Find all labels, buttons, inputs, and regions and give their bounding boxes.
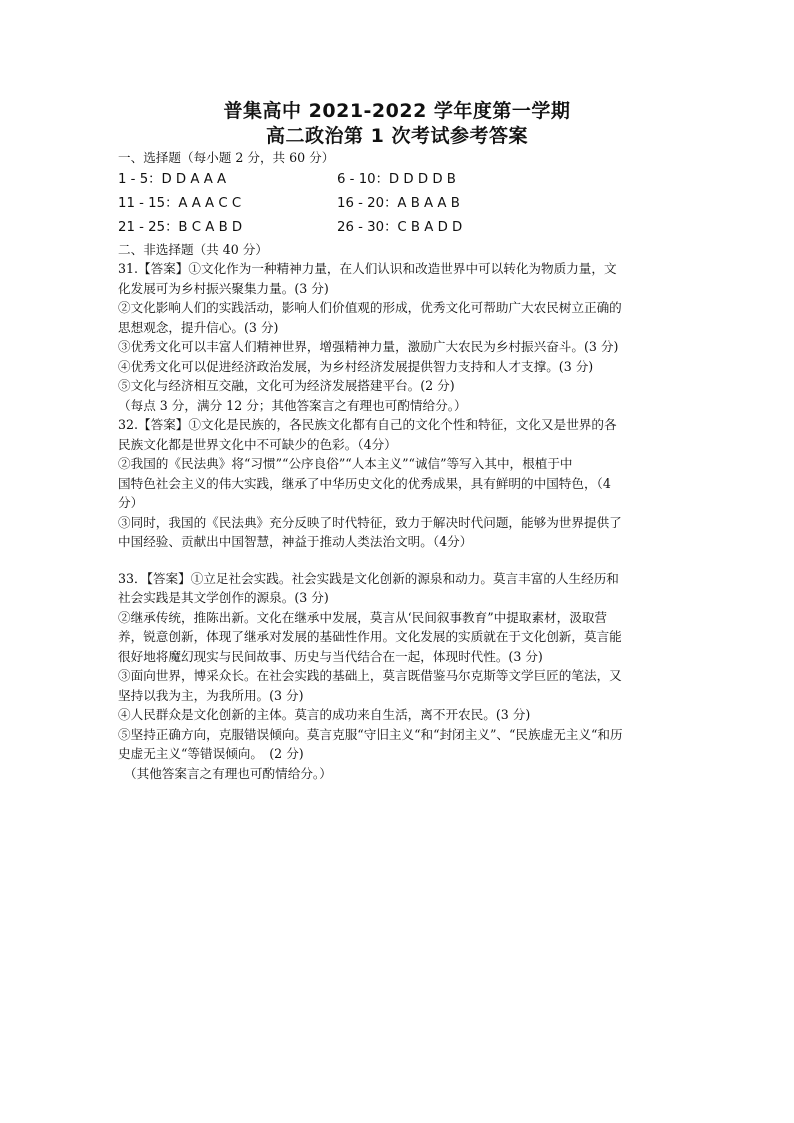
answer-line: 民族文化都是世界文化中不可缺少的色彩。（4分） (118, 436, 397, 452)
answer-line: ③同时，我国的《民法典》充分反映了时代特征，致力于解决时代问题，能够为世界提供了 (118, 514, 622, 530)
answer-line: ⑤文化与经济相互交融，文化可为经济发展搭建平台。(2 分) (118, 378, 455, 393)
document-title-line1: 普集高中 2021-2022 学年度第一学期 (223, 100, 571, 122)
answer-line: 化发展可为乡村振兴聚集力量。(3 分) (118, 280, 329, 296)
answer-line: 国特色社会主义的伟大实践，继承了中华历史文化的优秀成果，具有鲜明的中国特色，（4 (118, 475, 611, 491)
choice-row (118, 168, 680, 192)
answer-line: 分） (118, 495, 144, 510)
question-31-answer (118, 259, 680, 415)
answer-line: 32.【答案】①文化是民族的，各民族文化都有自己的文化个性和特征，文化又是世界的各 (118, 417, 617, 432)
section1-heading: 一、选择题（每小题 2 分，共 60 分） (118, 150, 335, 165)
choice-range: 16 - 20：A B A A B (337, 195, 460, 211)
answer-line: 社会实践是其文学创作的源泉。(3 分) (118, 590, 329, 605)
answer-line: 中国经验、贡献出中国智慧，神益于推动人类法治文明。（4分） (118, 534, 473, 549)
choice-range: 26 - 30：C B A D D (337, 219, 463, 235)
question-33-answer (118, 569, 680, 784)
choice-row (118, 192, 680, 216)
section2-heading: 二、非选择题（共 40 分） (118, 241, 268, 257)
answer-line: 很好地将魔幻现实与民间故事、历史与当代结合在一起，体现时代性。(3 分) (118, 648, 543, 664)
spacer (118, 552, 680, 569)
answer-line: ④人民群众是文化创新的主体。莫言的成功来自生活，离不开农民。(3 分) (118, 707, 531, 722)
answer-line: ③面向世界，博采众长。在社会实践的基础上，莫言既借鉴马尔克斯等文学巨匠的笔法，又 (118, 668, 622, 683)
question-32-answer (118, 415, 680, 552)
answer-line: ③优秀文化可以丰富人们精神世界，增强精神力量，激励广大农民为乡村振兴奋斗。(3 分) (118, 339, 619, 354)
answer-line: 思想观念，提升信心。(3 分) (118, 319, 279, 335)
answer-line: 33．【答案】①立足社会实践。社会实践是文化创新的源泉和动力。莫言丰富的人生经历和 (118, 570, 619, 586)
answer-line: ⑤坚持正确方向，克服错误倾向。莫言克服“守旧主义“和“封闭主义”、“民族虚无主义“和历 (118, 726, 623, 742)
answer-line: 养，锐意创新，体现了继承对发展的基础性作用。文化发展的实质就在于文化创新，莫言能 (118, 629, 622, 644)
document-title-line2: 高二政治第 1 次考试参考答案 (266, 125, 528, 147)
scoring-note: （每点 3 分，满分 12 分；其他答案言之有理也可酌情给分。） (118, 397, 467, 413)
answer-line: ②文化影响人们的实践活动，影响人们价值观的形成，优秀文化可帮助广大农民树立正确的 (118, 300, 622, 315)
answer-line: 史虚无主义“等错误倾向。 (2 分) (118, 746, 304, 761)
answer-line: 坚持以我为主，为我所用。(3 分) (118, 687, 304, 703)
answer-line: ②继承传统，推陈出新。文化在继承中发展，莫言从‘民间叙事教育”中提取素材，汲取营 (118, 609, 608, 625)
answer-line: ④优秀文化可以促进经济政治发展，为乡村经济发展提供智力支持和人才支撑。(3 分) (118, 358, 594, 374)
choice-range: 11 - 15：A A A C C (118, 195, 242, 211)
choice-answers (118, 168, 680, 240)
answer-line: ②我国的《民法典》将“习惯”“公序良俗”“人本主义”“诚信”等写入其中，根植于中 (118, 456, 573, 471)
choice-range: 1 - 5：D D A A A (118, 171, 227, 187)
scoring-note: （其他答案言之有理也可酌情给分。） (124, 765, 332, 781)
choice-range: 6 - 10：D D D D B (337, 171, 456, 187)
answer-content (118, 148, 680, 783)
choice-row (118, 216, 680, 240)
choice-range: 21 - 25：B C A B D (118, 219, 243, 235)
answer-line: 31.【答案】①文化作为一种精神力量，在人们认识和改造世界中可以转化为物质力量，文 (118, 261, 617, 276)
